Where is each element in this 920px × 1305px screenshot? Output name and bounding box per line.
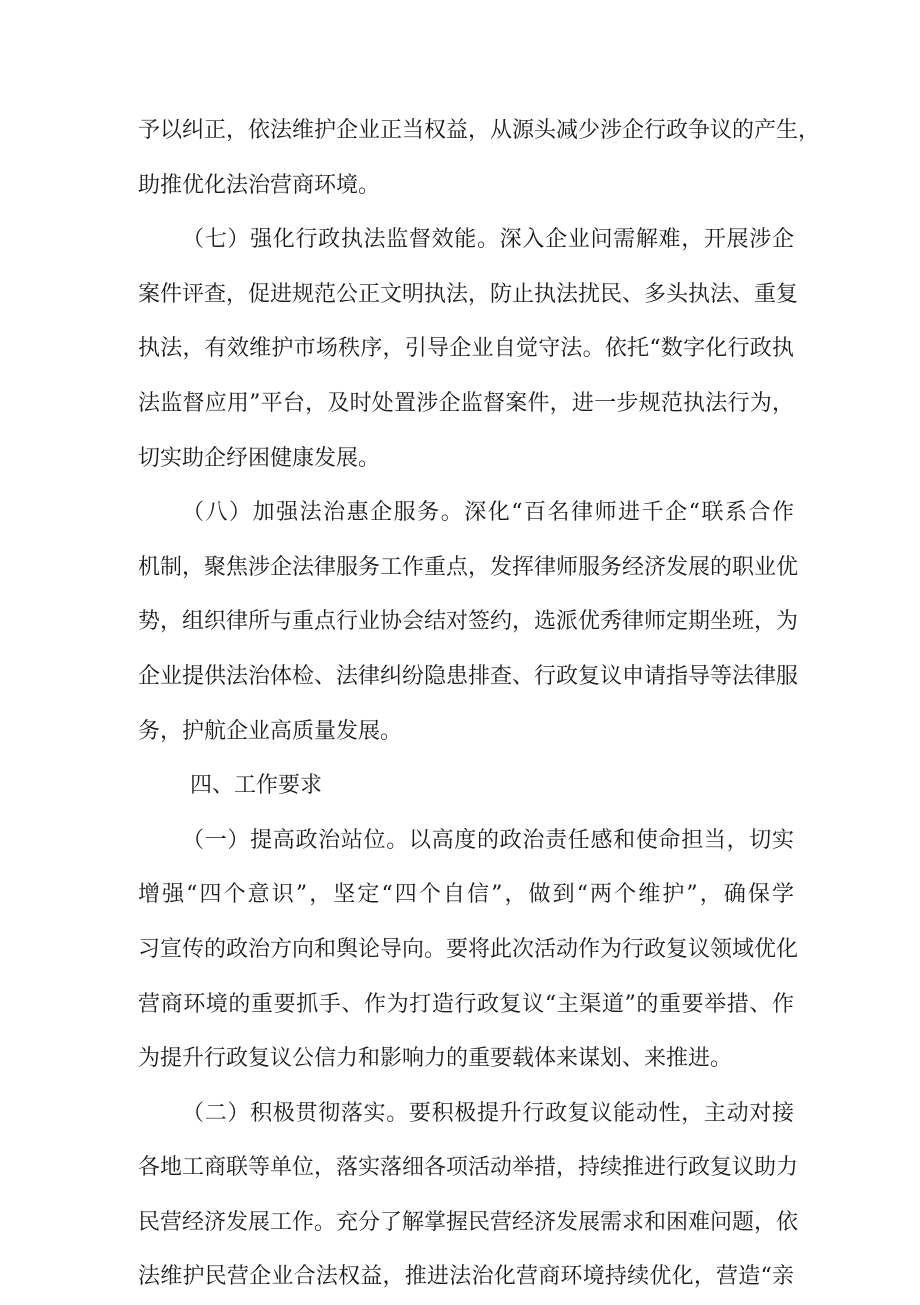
paragraph-line: 法维护民营企业合法权益，推进法治化营商环境持续优化，营造“亲 [138, 1264, 794, 1290]
paragraph-line: 予以纠正，依法维护企业正当权益，从源头减少涉企行政争议的产生， [138, 118, 821, 143]
paragraph-line: 民营经济发展工作。充分了解掌握民营经济发展需求和困难问题，依 [138, 1209, 799, 1235]
paragraph-line: 助推优化法治营商环境。 [138, 172, 381, 198]
paragraph-line: 企业提供法治体检、法律纠纷隐患排查、行政复议申请指导等法律服 [138, 663, 799, 689]
paragraph-line: （一）提高政治站位。以高度的政治责任感和使命担当，切实 [182, 827, 794, 853]
paragraph-line: 切实助企纾困健康发展。 [138, 445, 381, 471]
paragraph-line: 各地工商联等单位，落实落细各项活动举措，持续推进行政复议助力 [138, 1155, 799, 1181]
paragraph-line: 为提升行政复议公信力和影响力的重要载体来谋划、来推进。 [138, 1046, 733, 1072]
paragraph-line: 增强“四个意识”，坚定“四个自信”，做到“两个维护”，确保学 [138, 882, 794, 908]
paragraph-line: 机制，聚焦涉企法律服务工作重点，发挥律师服务经济发展的职业优 [138, 554, 799, 580]
paragraph-line: （七）强化行政执法监督效能。深入企业问需解难，开展涉企 [182, 227, 794, 253]
section-heading: 四、工作要求 [190, 773, 323, 799]
paragraph-line: 法监督应用”平台，及时处置涉企监督案件，进一步规范执法行为， [138, 390, 794, 416]
paragraph-line: 营商环境的重要抓手、作为打造行政复议“主渠道”的重要举措、作 [138, 991, 794, 1017]
paragraph-line: 执法，有效维护市场秩序，引导企业自觉守法。依托“数字化行政执 [138, 336, 794, 362]
paragraph-line: 务，护航企业高质量发展。 [138, 718, 403, 744]
paragraph-line: （八）加强法治惠企服务。深化“百名律师进千企“联系合作 [182, 500, 794, 526]
document-body [138, 104, 821, 1305]
paragraph-line: 案件评查，促进规范公正文明执法，防止执法扰民、多头执法、重复 [138, 281, 799, 307]
paragraph-line: （二）积极贯彻落实。要积极提升行政复议能动性，主动对接 [182, 1100, 794, 1126]
paragraph-line: 势，组织律所与重点行业协会结对签约，选派优秀律师定期坐班，为 [138, 609, 799, 635]
paragraph-line: 习宣传的政治方向和舆论导向。要将此次活动作为行政复议领域优化 [138, 936, 799, 962]
